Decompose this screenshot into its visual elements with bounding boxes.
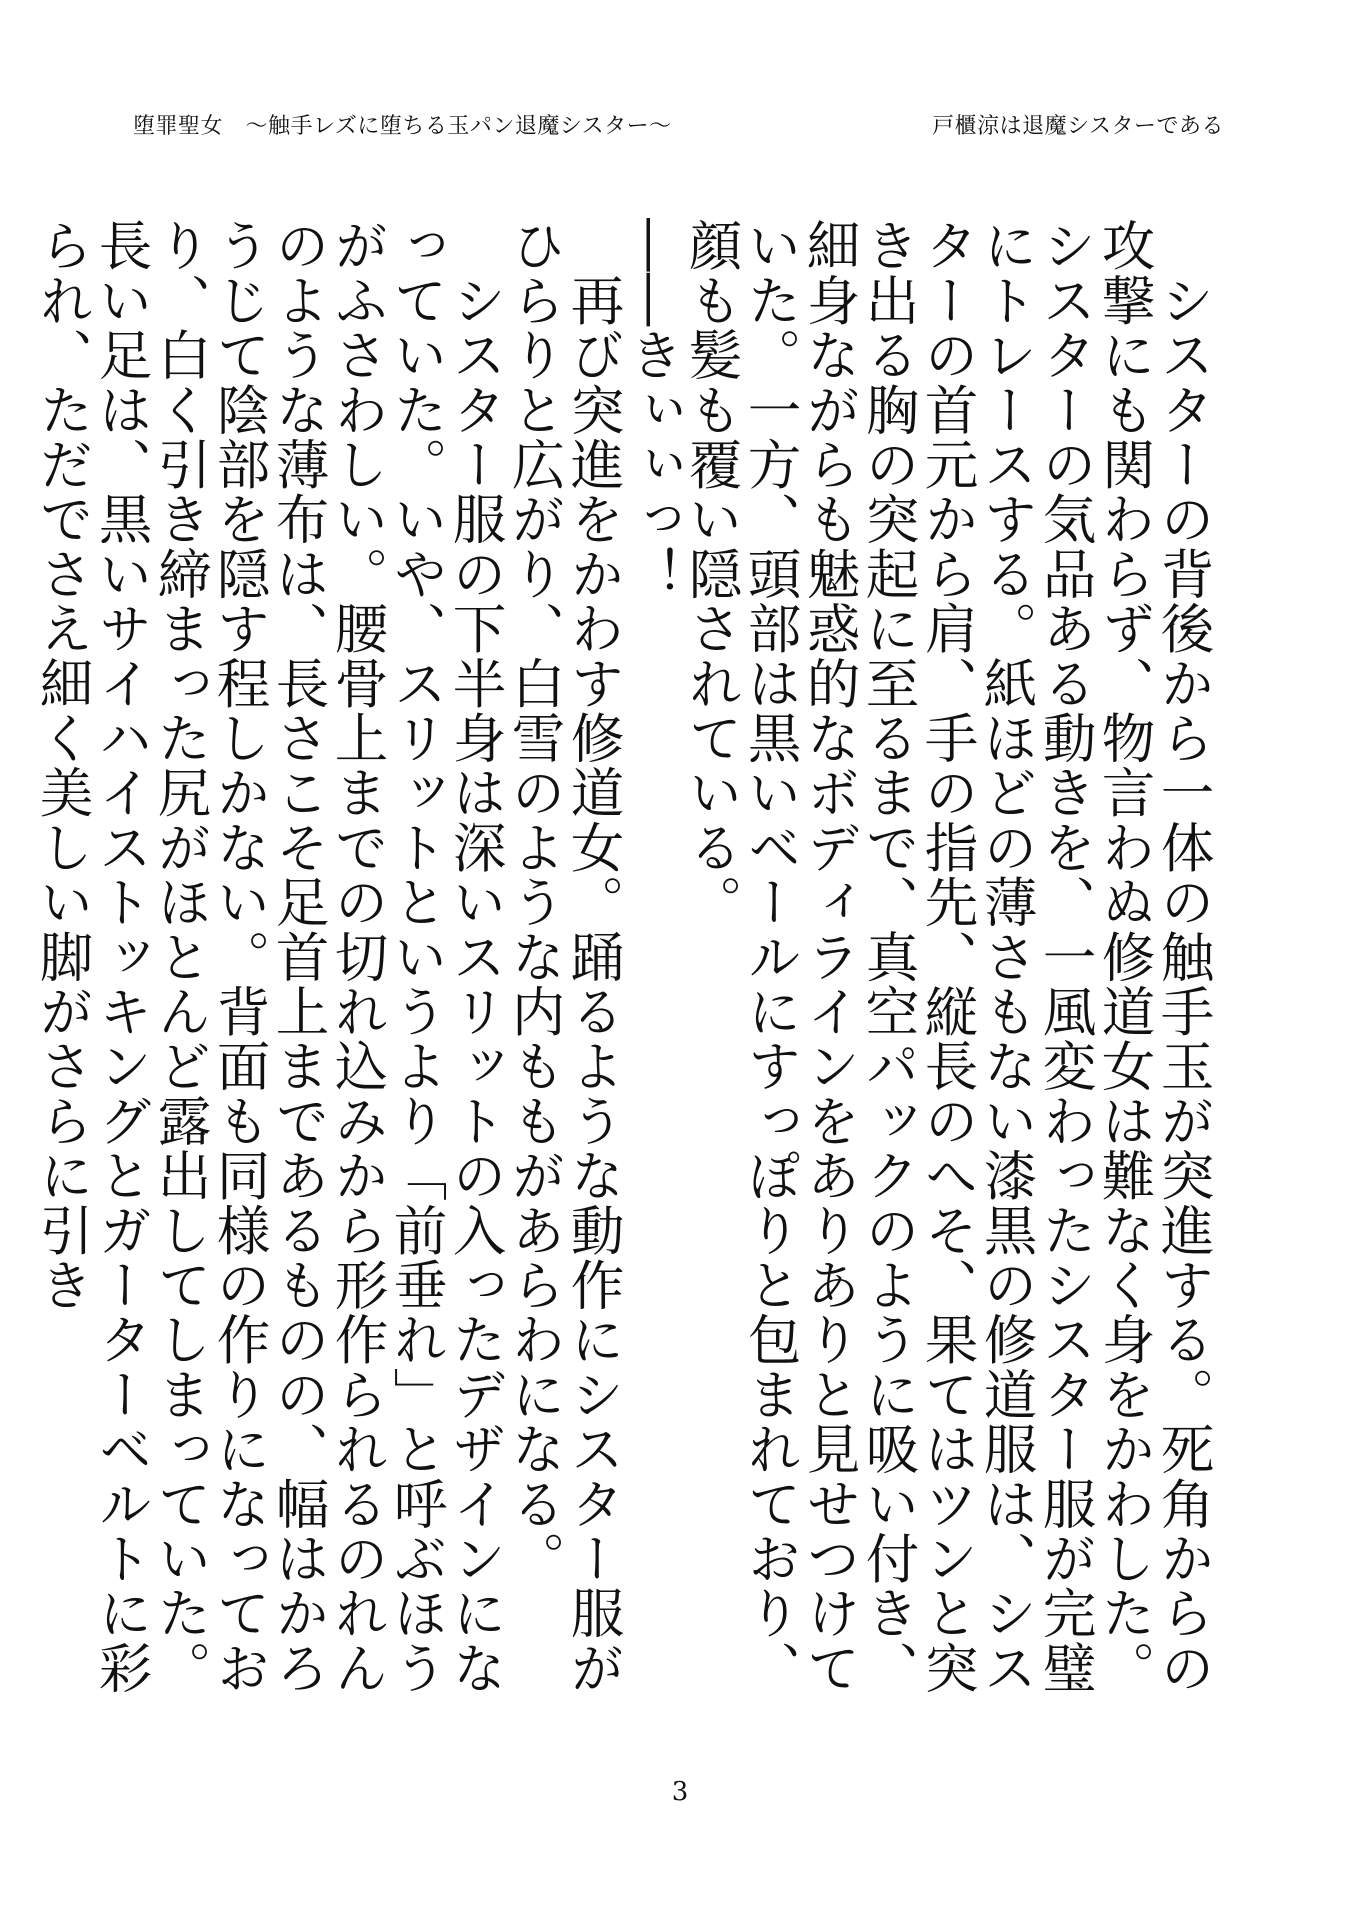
chapter-title: 戸櫃涼は退魔シスターである (932, 114, 1224, 139)
paragraph-3: 再び突進をかわす修道女。踊るような動作にシスター服がひらりと広がり、白雪のような内ももがあらわになる。 (503, 218, 625, 1695)
body-text (31, 218, 1215, 1718)
paragraph-4: シスター服の下半身は深いスリットの入ったデザインになっていた。いや、スリットというより「前垂れ」と呼ぶほうがふさわしい。腰骨上までの切れ込みから形作られるのれんのような薄布は、長さこそ足首上まであるものの、幅はかろうじて陰部を隠す程しかない。背面も同様の作りになっており、白く引き締まった尻がほとんど露出してしまっていた。長い足は、黒いサイハイストッキングとガーターベルトに彩られ、ただでさえ細く美しい脚がさらに引き (31, 218, 507, 1695)
page-number: 3 (671, 1777, 689, 1807)
paragraph-1: シスターの背後から一体の触手玉が突進する。死角からの攻撃にも関わらず、物言わぬ修道女は難なく身をかわした。シスターの気品ある動きを、一風変わったシスター服が完璧にトレースする。紙ほどの薄さもない漆黒の修道服は、シスターの首元から肩、手の指先、縦長のへそ、果てはツンと突き出る胸の突起に至るまで、真空パックのように吸い付き、細身ながらも魅惑的なボディラインをありありと見せつけていた。一方、頭部は黒いベールにすっぽりと包まれており、顔も髪も覆い隠されている。 (680, 218, 1215, 1695)
book-title: 堕罪聖女 ～触手レズに堕ちる玉パン退魔シスター～ (133, 114, 672, 139)
paragraph-2: ――きぃぃっ！ (621, 218, 684, 601)
